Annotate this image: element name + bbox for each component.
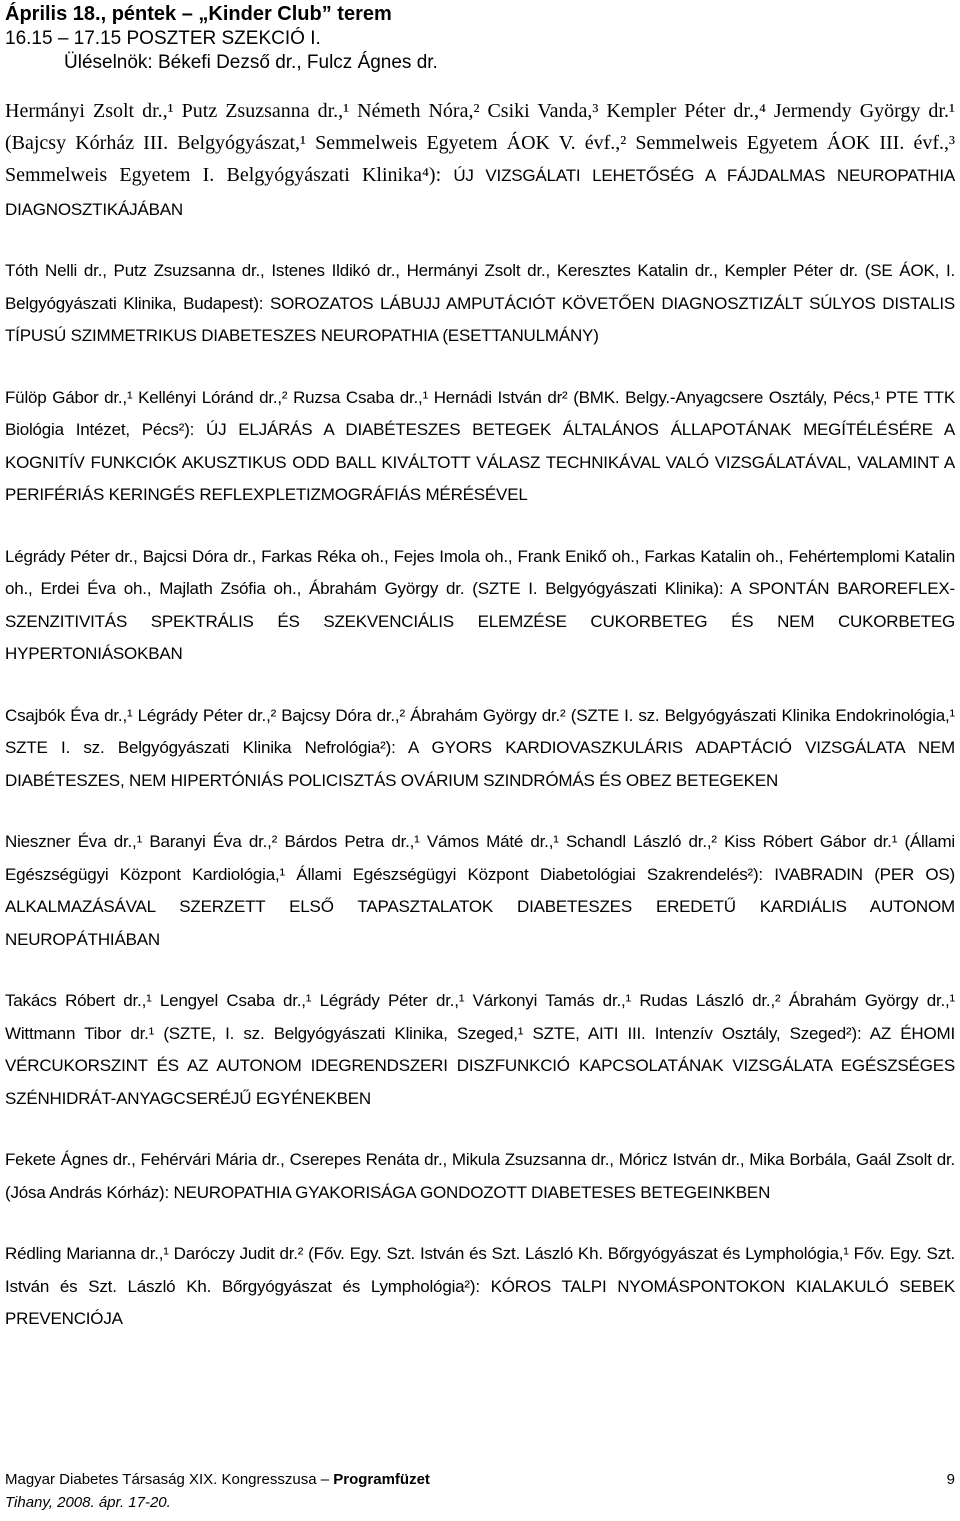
abstract-authors: Fülöp Gábor dr.,¹ Kellényi Lóránd dr.,² Ruzsa Csaba dr.,¹ Hernádi István dr² (BMK. Belgy.-Anyagcsere Osztály, Pécs,¹ PTE TTK Biológia Intézet, Pécs²): <box>5 387 955 439</box>
abstract-authors: Nieszner Éva dr.,¹ Baranyi Éva dr.,² Bárdos Petra dr.,¹ Vámos Máté dr.,¹ Schandl László dr.,² Kiss Róbert Gábor dr.¹ (Állami Egészségügyi Központ Kardiológia,¹ Állami Egészségügyi Központ Diabetológiai Szakrendelés²): <box>5 832 955 884</box>
abstract-entry <box>5 985 955 1115</box>
program-page <box>5 0 955 1336</box>
footer-publication <box>5 1468 430 1492</box>
abstract-title: AZ ÉHOMI VÉRCUKORSZINT ÉS AZ AUTONOM IDEGRENDSZERI DISZFUNKCIÓ KAPCSOLATÁNAK VIZSGÁLATA EGÉSZSÉGES SZÉNHIDRÁT-ANYAGCSERÉJŰ EGYÉNEKBEN <box>5 1023 955 1108</box>
page-number: 9 <box>946 1471 955 1488</box>
abstract-entry <box>5 95 955 226</box>
abstract-entry <box>5 826 955 956</box>
session-chairs: Üléselnök: Békefi Dezső dr., Fulcz Ágnes dr. <box>64 52 438 73</box>
abstract-title: ÚJ ELJÁRÁS A DIABÉTESZES BETEGEK ÁLTALÁNOS ÁLLAPOTÁNAK MEGÍTÉLÉSÉRE A KOGNITÍV FUNKCIÓK AKUSZTIKUS ODD BALL KIVÁLTOTT VÁLASZ TECHNIKÁVAL VALÓ VIZSGÁLATÁVAL, VALAMINT A PERIFÉRIÁS KERINGÉS REFLEXPLETIZMOGRÁFIÁS MÉRÉSÉVEL <box>5 420 955 504</box>
abstract-title: ÚJ VIZSGÁLATI LEHETŐSÉG A FÁJDALMAS NEUROPATHIA DIAGNOSZTIKÁJÁBAN <box>5 166 956 219</box>
abstract-entry <box>5 541 955 671</box>
abstract-authors: Hermányi Zsolt dr.,¹ Putz Zsuzsanna dr.,¹ Németh Nóra,² Csiki Vanda,³ Kempler Péter dr.,⁴ Jermendy György dr.¹ (Bajcsy Kórház III. Belgyógyászat,¹ Semmelweis Egyetem ÁOK V. évf.,² Semmelweis Egyetem ÁOK III. évf.,³ Semmelweis Egyetem I. Belgyógyászati Klinika⁴): <box>5 100 955 186</box>
abstract-title: NEUROPATHIA GYAKORISÁGA GONDOZOTT DIABETESES BETEGEINKBEN <box>173 1182 771 1202</box>
abstract-entry <box>5 255 955 353</box>
abstract-authors: Fekete Ágnes dr., Fehérvári Mária dr., Cserepes Renáta dr., Mikula Zsuzsanna dr., Móricz István dr., Mika Borbála, Gaál Zsolt dr. (Jósa András Kórház): <box>5 1150 955 1202</box>
session-time: 16.15 – 17.15 POSZTER SZEKCIÓ I. <box>5 28 321 49</box>
footer-program-label: Programfüzet <box>333 1471 430 1488</box>
abstract-entry <box>5 1238 955 1336</box>
abstract-entry <box>5 382 955 512</box>
abstract-entry <box>5 700 955 798</box>
abstract-authors: Takács Róbert dr.,¹ Lengyel Csaba dr.,¹ Légrády Péter dr.,¹ Várkonyi Tamás dr.,¹ Rudas László dr.,² Ábrahám György dr.,¹ Wittmann Tibor dr.¹ (SZTE, I. sz. Belgyógyászati Klinika, Szeged,¹ SZTE, AITI III. Intenzív Osztály, Szeged²): <box>5 991 955 1043</box>
abstract-authors: Légrády Péter dr., Bajcsi Dóra dr., Farkas Réka oh., Fejes Imola oh., Frank Enikő oh., Farkas Katalin oh., Fehértemplomi Katalin oh., Erdei Éva oh., Majlath Zsófia oh., Ábrahám György dr. (SZTE I. Belgyógyászati Klinika): <box>5 546 955 598</box>
abstract-authors: Rédling Marianna dr.,¹ Daróczy Judit dr.² (Főv. Egy. Szt. István és Szt. László Kh. Bőrgyógyászat és Lymphológia,¹ Főv. Egy. Szt. István és Szt. László Kh. Bőrgyógyászat és Lymphológia²): <box>5 1244 955 1296</box>
abstract-title: A GYORS KARDIOVASZKULÁRIS ADAPTÁCIÓ VIZSGÁLATA NEM DIABÉTESZES, NEM HIPERTÓNIÁS POLICISZTÁS OVÁRIUM SZINDRÓMÁS ÉS OBEZ BETEGEKEN <box>5 738 956 790</box>
abstract-authors: Tóth Nelli dr., Putz Zsuzsanna dr., Istenes Ildikó dr., Hermányi Zsolt dr., Keresztes Katalin dr., Kempler Péter dr. (SE ÁOK, I. Belgyógyászati Klinika, Budapest): <box>5 261 955 313</box>
abstract-title: KÓROS TALPI NYOMÁSPONTOKON KIALAKULÓ SEBEK PREVENCIÓJA <box>5 1276 956 1328</box>
footer-congress: Magyar Diabetes Társaság XIX. Kongresszusa – <box>5 1471 334 1488</box>
page-footer <box>5 1468 955 1514</box>
day-room-title: Április 18., péntek – „Kinder Club” terem <box>5 3 392 25</box>
abstract-title: IVABRADIN (PER OS) ALKALMAZÁSÁVAL SZERZETT ELSŐ TAPASZTALATOK DIABETESZES EREDETŰ KARDIÁLIS AUTONOM NEUROPÁTHIÁBAN <box>5 864 955 949</box>
abstract-title: SOROZATOS LÁBUJJ AMPUTÁCIÓT KÖVETŐEN DIAGNOSZTIZÁLT SÚLYOS DISTALIS TÍPUSÚ SZIMMETRIKUS DIABETESZES NEUROPATHIA (ESETTANULMÁNY) <box>5 293 955 345</box>
footer-venue-date: Tihany, 2008. ápr. 17-20. <box>5 1494 171 1511</box>
abstract-title: A SPONTÁN BAROREFLEX-SZENZITIVITÁS SPEKTRÁLIS ÉS SZEKVENCIÁLIS ELEMZÉSE CUKORBETEG ÉS NEM CUKORBETEG HYPERTONIÁSOKBAN <box>5 579 956 663</box>
abstract-entry <box>5 1144 955 1209</box>
session-header <box>5 0 955 75</box>
abstract-authors: Csajbók Éva dr.,¹ Légrády Péter dr.,² Bajcsy Dóra dr.,² Ábrahám György dr.² (SZTE I. sz. Belgyógyászati Klinika Endokrinológia,¹ SZTE I. sz. Belgyógyászati Klinika Nefrológia²): <box>5 705 955 757</box>
